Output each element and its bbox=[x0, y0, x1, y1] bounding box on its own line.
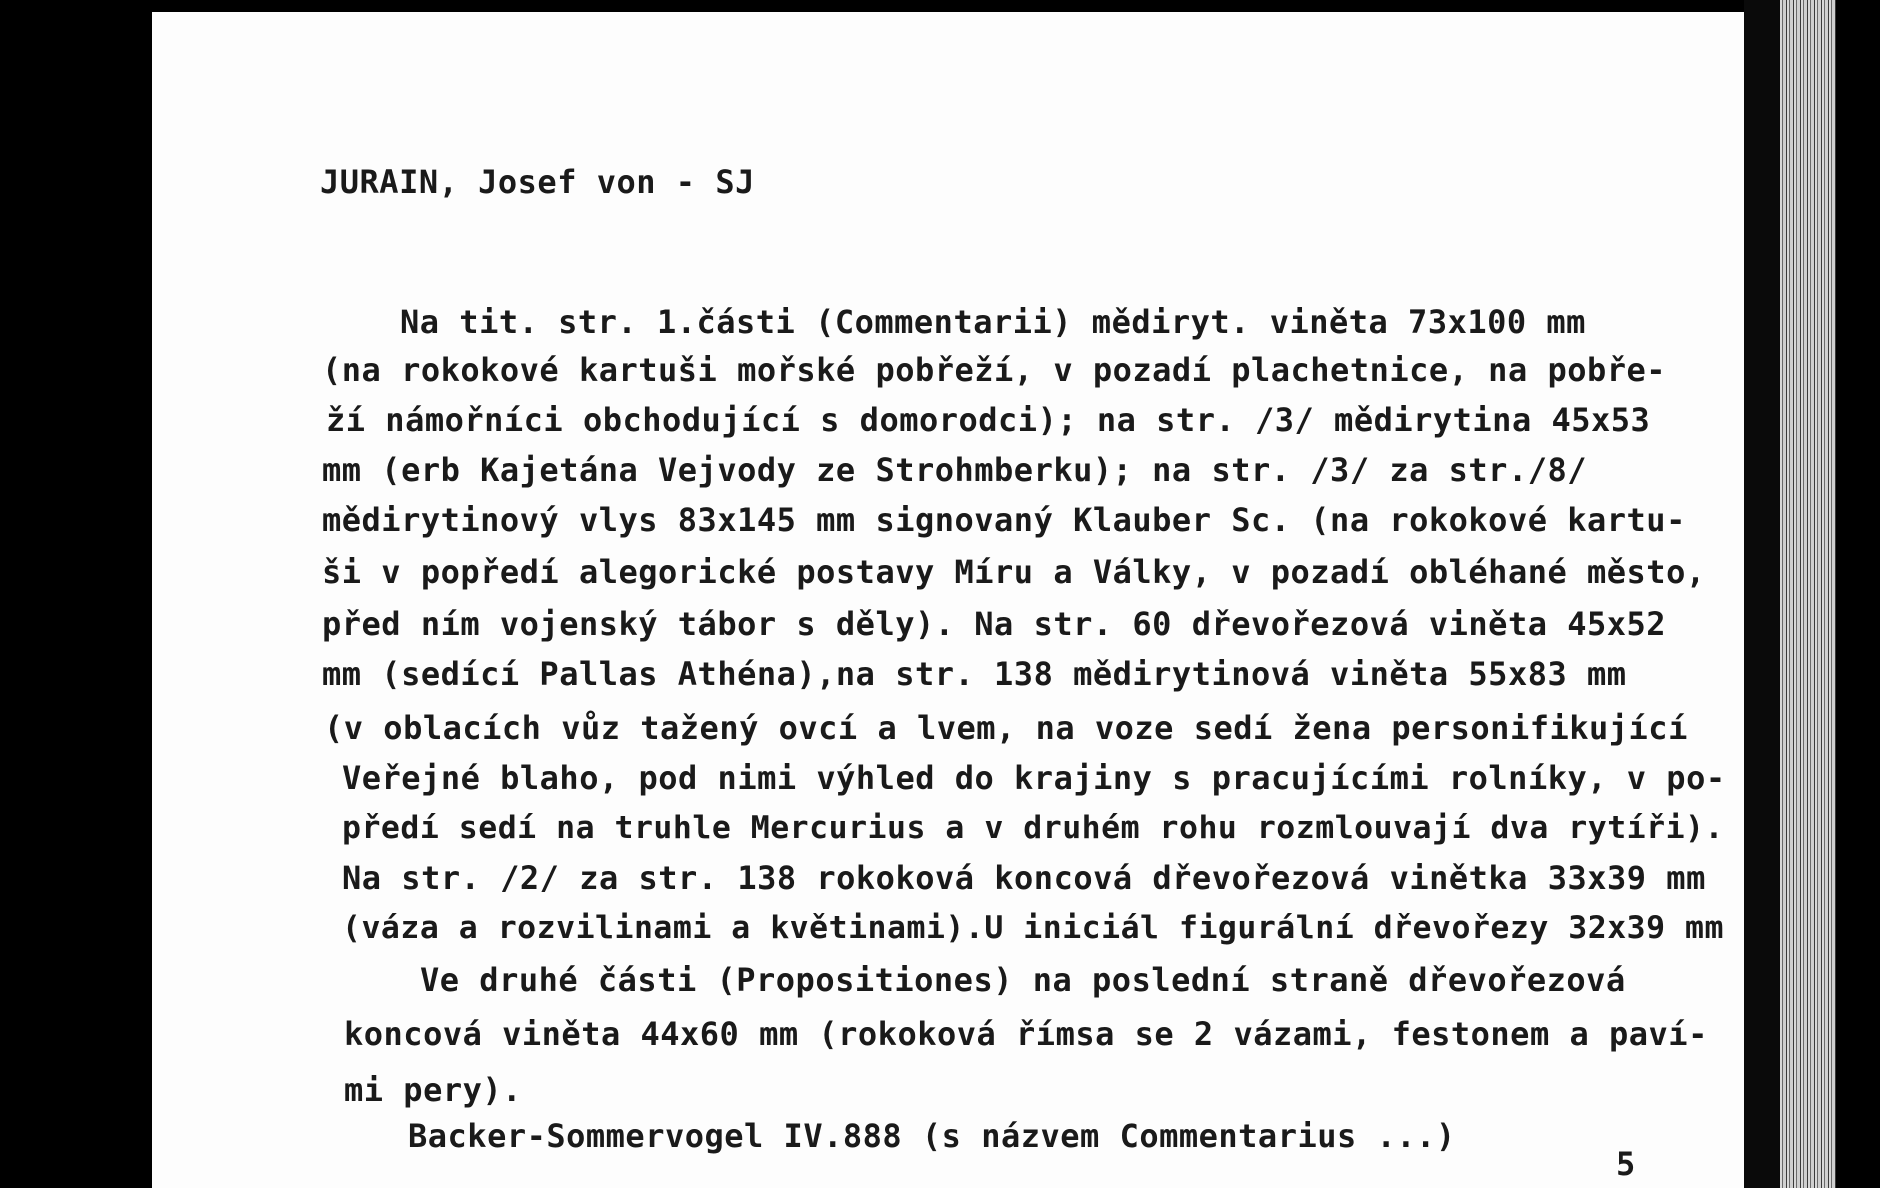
text-line-12: Na str. /2/ za str. 138 rokoková koncová dřevořezová vinětka 33x39 mm bbox=[342, 859, 1706, 897]
text-line-7: před ním vojenský tábor s děly). Na str. 60 dřevořezová viněta 45x52 bbox=[322, 605, 1667, 643]
catalog-card bbox=[152, 12, 1744, 1188]
text-line-13: (váza a rozvilinami a květinami).U iniciál figurální dřevořezy 32x39 mm bbox=[342, 910, 1724, 946]
text-line-17: Backer-Sommervogel IV.888 (s názvem Commentarius ...) bbox=[408, 1117, 1456, 1155]
text-line-15: koncová viněta 44x60 mm (rokoková římsa se 2 vázami, festonem a paví- bbox=[344, 1015, 1708, 1053]
card-heading: JURAIN, Josef von - SJ bbox=[320, 163, 755, 201]
page-number: 5 bbox=[1616, 1145, 1636, 1183]
text-line-1: Na tit. str. 1.části (Commentarii) mědiryt. viněta 73x100 mm bbox=[400, 303, 1586, 341]
text-line-2: (na rokokové kartuši mořské pobřeží, v pozadí plachetnice, na pobře- bbox=[322, 351, 1667, 389]
text-line-11: předí sedí na truhle Mercurius a v druhém rohu rozmlouvají dva rytíři). bbox=[342, 810, 1724, 846]
text-line-8: mm (sedící Pallas Athéna),na str. 138 mědirytinová viněta 55x83 mm bbox=[322, 655, 1627, 693]
text-line-5: mědirytinový vlys 83x145 mm signovaný Klauber Sc. (na rokokové kartu- bbox=[322, 501, 1686, 539]
text-line-6: ši v popředí alegorické postavy Míru a Války, v pozadí obléhané město, bbox=[322, 553, 1706, 591]
text-line-3: ží námořníci obchodující s domorodci); na str. /3/ mědirytina 45x53 bbox=[326, 401, 1651, 439]
text-line-9: (v oblacích vůz tažený ovcí a lvem, na voze sedí žena personifikující bbox=[324, 709, 1688, 747]
card-shadow-edge bbox=[1744, 0, 1780, 1188]
text-line-16: mi pery). bbox=[344, 1071, 522, 1109]
text-line-4: mm (erb Kajetána Vejvody ze Strohmberku); na str. /3/ za str./8/ bbox=[322, 451, 1587, 489]
film-strip-edge bbox=[1780, 0, 1836, 1188]
text-line-10: Veřejné blaho, pod nimi výhled do krajiny s pracujícími rolníky, v po- bbox=[342, 759, 1726, 797]
text-line-14: Ve druhé části (Propositiones) na poslední straně dřevořezová bbox=[420, 961, 1626, 999]
